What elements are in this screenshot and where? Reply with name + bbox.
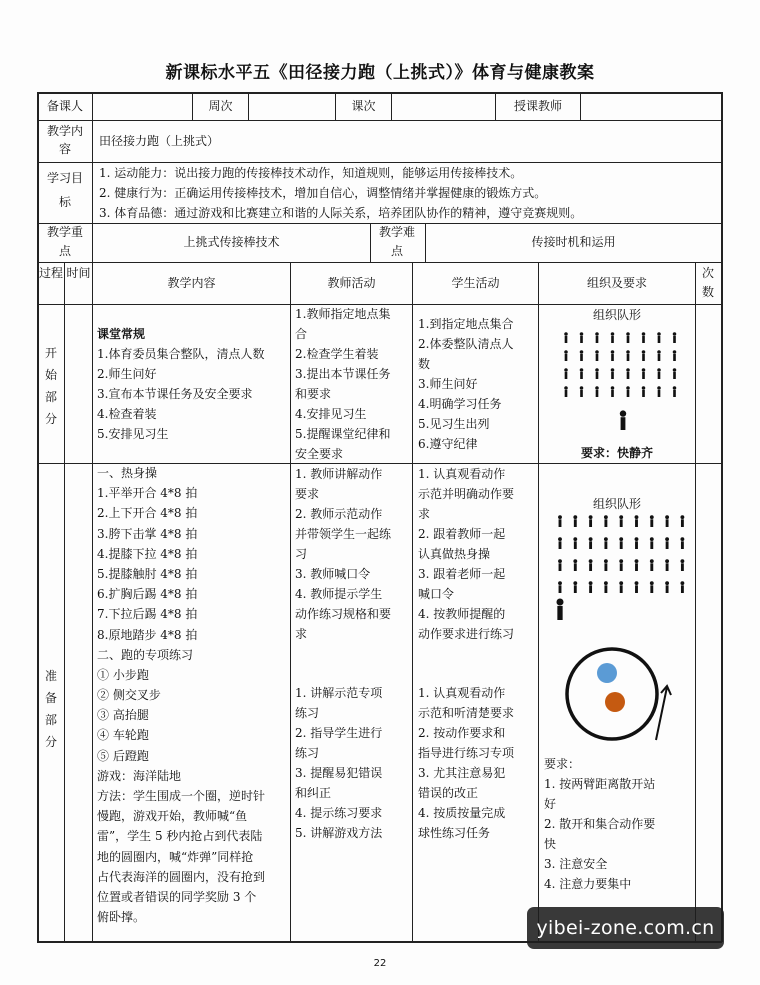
prep-req-list (544, 774, 655, 894)
student-figure (635, 559, 639, 571)
student-figure (650, 515, 654, 527)
section-start: 开始部分 (44, 346, 57, 426)
prep-content-line: ① 小步跑 (97, 667, 149, 682)
prep-content-line: 1.平举开合 4*8 拍 (97, 486, 198, 501)
student-figure (558, 537, 562, 549)
start-teacher-line: 1.教师指定地点集 (295, 307, 391, 321)
student-figure (657, 368, 661, 379)
col-process: 过程 (38, 266, 63, 280)
prep-req-label: 要求： (544, 757, 581, 771)
prep-student-line: 喊口令 (418, 587, 455, 601)
label-content: 教学内容 (46, 124, 83, 156)
start-student-line: 3.师生问好 (418, 377, 478, 391)
student-figure (619, 581, 623, 593)
student-figure (564, 332, 568, 343)
col-student: 学生活动 (451, 276, 500, 290)
student-figure (635, 537, 639, 549)
student-figure (595, 386, 599, 397)
start-formation-diagram (560, 328, 685, 433)
prep-content-line: 一、热身操 (97, 466, 158, 480)
prep-content-line: 慢跑，游戏开始，教师喊“鱼 (97, 809, 248, 824)
student-figure (589, 581, 593, 593)
watermark: yibei-zone.com.cn (527, 907, 724, 949)
goal-item: 3. 体育品德：通过游戏和比赛建立和谐的人际关系，培养团队协作的精神，遵守竞赛规则。 (99, 206, 583, 220)
prep-content-line: 游戏：海洋陆地 (97, 768, 182, 783)
start-student (418, 314, 513, 454)
prep-teacher-drills (295, 683, 382, 843)
start-content-line: 2.师生问好 (97, 367, 157, 381)
prep-content-line: ② 侧交叉步 (97, 688, 161, 703)
student-figure (573, 581, 577, 593)
prep-student-line: 认真做热身操 (418, 547, 491, 561)
prep-student-line: 2. 跟着教师一起 (418, 527, 506, 541)
prep-content-line: 占代表海洋的圆圈内，没有抢到 (97, 869, 266, 884)
prep-req-item: 1. 按两臂距离散开站 (544, 777, 656, 791)
student-figure (558, 581, 562, 593)
student-figure (635, 581, 639, 593)
start-org-requirement: 要求：快静齐 (580, 446, 653, 460)
prep-student-line: 1. 认真观看动作 (418, 686, 506, 700)
student-figure (558, 515, 562, 527)
prep-student-warmup (418, 464, 514, 644)
prep-teacher-line: 2. 教师示范动作 (295, 507, 383, 521)
prep-teacher-line: 3. 教师喊口令 (295, 567, 371, 581)
prep-content-line: ③ 高抬腿 (97, 708, 149, 723)
label-preparer: 备课人 (46, 99, 83, 113)
page-number: 22 (373, 958, 387, 969)
prep-student-line: 动作要求进行练习 (418, 627, 515, 641)
prep-student-drills (418, 683, 514, 843)
start-teacher-line: 安全要求 (295, 447, 344, 461)
start-student-line: 1.到指定地点集合 (418, 317, 514, 331)
student-figure (626, 368, 630, 379)
prep-content-line: 方法：学生围成一个圈，逆时针 (97, 789, 266, 803)
col-org: 组织及要求 (586, 276, 647, 290)
prep-formation-diagram (555, 512, 690, 747)
student-figure (604, 515, 608, 527)
start-content-line: 课堂常规 (97, 327, 146, 341)
prep-student-line: 3. 跟着老师一起 (418, 567, 506, 581)
prep-student-line: 3. 尤其注意易犯 (418, 766, 506, 780)
student-figure (673, 368, 677, 379)
col-time: 时间 (66, 266, 91, 280)
student-figure (595, 368, 599, 379)
label-week: 周次 (208, 99, 233, 113)
sea-circle (605, 692, 625, 712)
table-border-left (37, 92, 39, 942)
student-figure (665, 515, 669, 527)
student-figure (642, 368, 646, 379)
student-figure (595, 332, 599, 343)
student-figure (642, 350, 646, 361)
prep-content (97, 463, 265, 927)
student-figure (680, 515, 684, 527)
label-lesson: 课次 (351, 99, 376, 113)
student-figure (564, 386, 568, 397)
prep-content-line: ④ 车轮跑 (97, 728, 149, 743)
student-figure (680, 559, 684, 571)
prep-teacher-line: 求 (295, 627, 308, 641)
land-circle (597, 663, 617, 683)
student-figure (604, 581, 608, 593)
student-figure (650, 537, 654, 549)
goal-item: 1. 运动能力：说出接力跑的传接棒技术动作，知道规则，能够运用传接棒技术。 (99, 166, 523, 180)
prep-teacher-line: 4. 提示练习要求 (295, 806, 383, 820)
prep-teacher-line: 5. 讲解游戏方法 (295, 826, 383, 840)
start-student-line: 6.遵守纪律 (418, 437, 478, 451)
student-figure (611, 350, 615, 361)
student-figure (680, 537, 684, 549)
student-figure (604, 537, 608, 549)
prep-student-line: 球性练习任务 (418, 826, 491, 840)
prep-student-line: 错误的改正 (418, 786, 479, 800)
prep-req-item: 快 (544, 837, 557, 851)
student-figure (650, 559, 654, 571)
start-student-line: 2.体委整队清点人 (418, 337, 514, 351)
label-key: 教学重点 (46, 225, 83, 258)
student-figure (619, 537, 623, 549)
student-figure (558, 559, 562, 571)
label-difficulty: 教学难点 (378, 225, 415, 258)
goal-item: 2. 健康行为：正确运用传接棒技术，增加自信心，调整情绪并掌握健康的锻炼方式。 (99, 186, 547, 200)
prep-student-line: 指导进行练习专项 (418, 746, 515, 760)
student-figure (673, 350, 677, 361)
section-prep: 准备部分 (44, 669, 57, 749)
start-teacher (295, 304, 390, 464)
prep-teacher-line: 动作练习规格和要 (295, 607, 392, 621)
student-figure (657, 332, 661, 343)
prep-content-line: 雷”，学生 5 秒内抢占到代表陆 (97, 829, 263, 844)
prep-teacher-line: 3. 提醒易犯错误 (295, 766, 383, 780)
student-figure (580, 368, 584, 379)
student-figure (611, 386, 615, 397)
prep-content-line: ⑤ 后蹬跑 (97, 748, 149, 763)
start-teacher-line: 3.提出本节课任务 (295, 367, 391, 381)
col-count: 次数 (701, 266, 714, 299)
content-value: 田径接力跑（上挑式） (99, 134, 220, 148)
prep-content-line: 地的圆圈内，喊“炸弹”同样抢 (97, 849, 254, 864)
prep-content-line: 二、跑的专项练习 (97, 647, 194, 662)
student-figure (564, 350, 568, 361)
prep-teacher-line: 要求 (295, 487, 320, 501)
start-teacher-line: 和要求 (295, 387, 332, 401)
difficulty-value: 传接时机和运用 (531, 235, 616, 249)
prep-teacher-line: 和纠正 (295, 786, 332, 800)
student-figure (642, 386, 646, 397)
student-figure (589, 559, 593, 571)
start-content (97, 324, 264, 444)
prep-content-line: 6.扩胸后踢 4*8 拍 (97, 587, 198, 602)
student-figure (580, 350, 584, 361)
start-student-line: 数 (418, 357, 431, 371)
prep-content-line: 位置或者错误的同学奖励 3 个 (97, 889, 257, 904)
student-figure (619, 515, 623, 527)
start-content-line: 5.安排见习生 (97, 427, 169, 441)
start-content-line: 1.体育委员集合整队，清点人数 (97, 347, 265, 361)
prep-student-line: 1. 认真观看动作 (418, 467, 506, 481)
prep-content-line: 5.提膝触肘 4*8 拍 (97, 566, 198, 581)
prep-student-line: 示范和听清楚要求 (418, 706, 515, 720)
prep-teacher-line: 1. 教师讲解动作 (295, 467, 383, 481)
student-figure (573, 537, 577, 549)
prep-req-item: 好 (544, 797, 557, 811)
student-figure (665, 581, 669, 593)
teacher-figure (620, 410, 626, 430)
prep-teacher-line: 2. 指导学生进行 (295, 726, 383, 740)
prep-teacher-line: 习 (295, 547, 308, 561)
start-student-line: 4.明确学习任务 (418, 397, 502, 411)
start-teacher-line: 4.安排见习生 (295, 407, 367, 421)
prep-teacher-warmup (295, 464, 391, 644)
prep-teacher-line: 练习 (295, 706, 320, 720)
prep-content-line: 8.原地踏步 4*8 拍 (97, 627, 198, 642)
student-figure (657, 386, 661, 397)
start-content-line: 4.检查着装 (97, 407, 157, 421)
student-figure (611, 332, 615, 343)
student-figure (650, 581, 654, 593)
student-figure (580, 386, 584, 397)
student-figure (642, 332, 646, 343)
prep-content-line: 2.上下开合 4*8 拍 (97, 506, 198, 521)
student-figure (611, 368, 615, 379)
prep-org-title: 组织队形 (592, 497, 641, 511)
prep-teacher-line: 1. 讲解示范专项 (295, 686, 383, 700)
goals-list (99, 163, 582, 223)
start-content-line: 3.宣布本节课任务及安全要求 (97, 387, 253, 401)
student-figure (573, 515, 577, 527)
student-figure (626, 332, 630, 343)
prep-teacher-line: 并带领学生一起练 (295, 527, 392, 541)
key-value: 上挑式传接棒技术 (183, 235, 280, 249)
student-figure (635, 515, 639, 527)
prep-student-line: 示范并明确动作要 (418, 487, 515, 501)
label-teacher: 授课教师 (513, 99, 562, 113)
page-title: 新课标水平五《田径接力跑（上挑式）》体育与健康教案 (165, 63, 595, 83)
student-figure (680, 581, 684, 593)
start-teacher-line: 2.检查学生着装 (295, 347, 379, 361)
student-figure (626, 386, 630, 397)
prep-content-line: 7.下拉后踢 4*8 拍 (97, 607, 198, 622)
prep-content-line: 俯卧撑。 (97, 910, 146, 925)
student-figure (564, 368, 568, 379)
prep-req-item: 2. 散开和集合动作要 (544, 817, 656, 831)
col-content: 教学内容 (167, 276, 216, 290)
table-border-top (37, 92, 722, 94)
prep-req-item: 3. 注意安全 (544, 857, 608, 871)
student-figure (589, 537, 593, 549)
start-teacher-line: 5.提醒课堂纪律和 (295, 427, 391, 441)
prep-teacher-line: 4. 教师提示学生 (295, 587, 383, 601)
student-figure (657, 350, 661, 361)
student-figure (595, 350, 599, 361)
student-figure (673, 332, 677, 343)
student-figure (604, 559, 608, 571)
prep-student-line: 求 (418, 507, 431, 521)
student-figure (589, 515, 593, 527)
student-figure (619, 559, 623, 571)
table-border-right (721, 92, 723, 942)
student-figure (580, 332, 584, 343)
teacher-figure (556, 598, 563, 620)
prep-req-item: 4. 注意力要集中 (544, 877, 632, 891)
prep-student-line: 4. 按教师提醒的 (418, 607, 506, 621)
student-figure (665, 537, 669, 549)
prep-teacher-line: 练习 (295, 746, 320, 760)
start-student-line: 5.见习生出列 (418, 417, 490, 431)
prep-content-line: 3.胯下击掌 4*8 拍 (97, 526, 198, 541)
student-figure (573, 559, 577, 571)
start-org-title: 组织队形 (592, 308, 641, 322)
prep-student-line: 2. 按动作要求和 (418, 726, 506, 740)
student-figure (626, 350, 630, 361)
prep-student-line: 4. 按质按量完成 (418, 806, 506, 820)
student-figure (673, 386, 677, 397)
col-teacher: 教师活动 (327, 276, 376, 290)
student-figure (665, 559, 669, 571)
prep-content-line: 4.提膝下拉 4*8 拍 (97, 546, 198, 561)
label-goals: 学习目标 (46, 171, 83, 209)
start-teacher-line: 合 (295, 327, 308, 341)
